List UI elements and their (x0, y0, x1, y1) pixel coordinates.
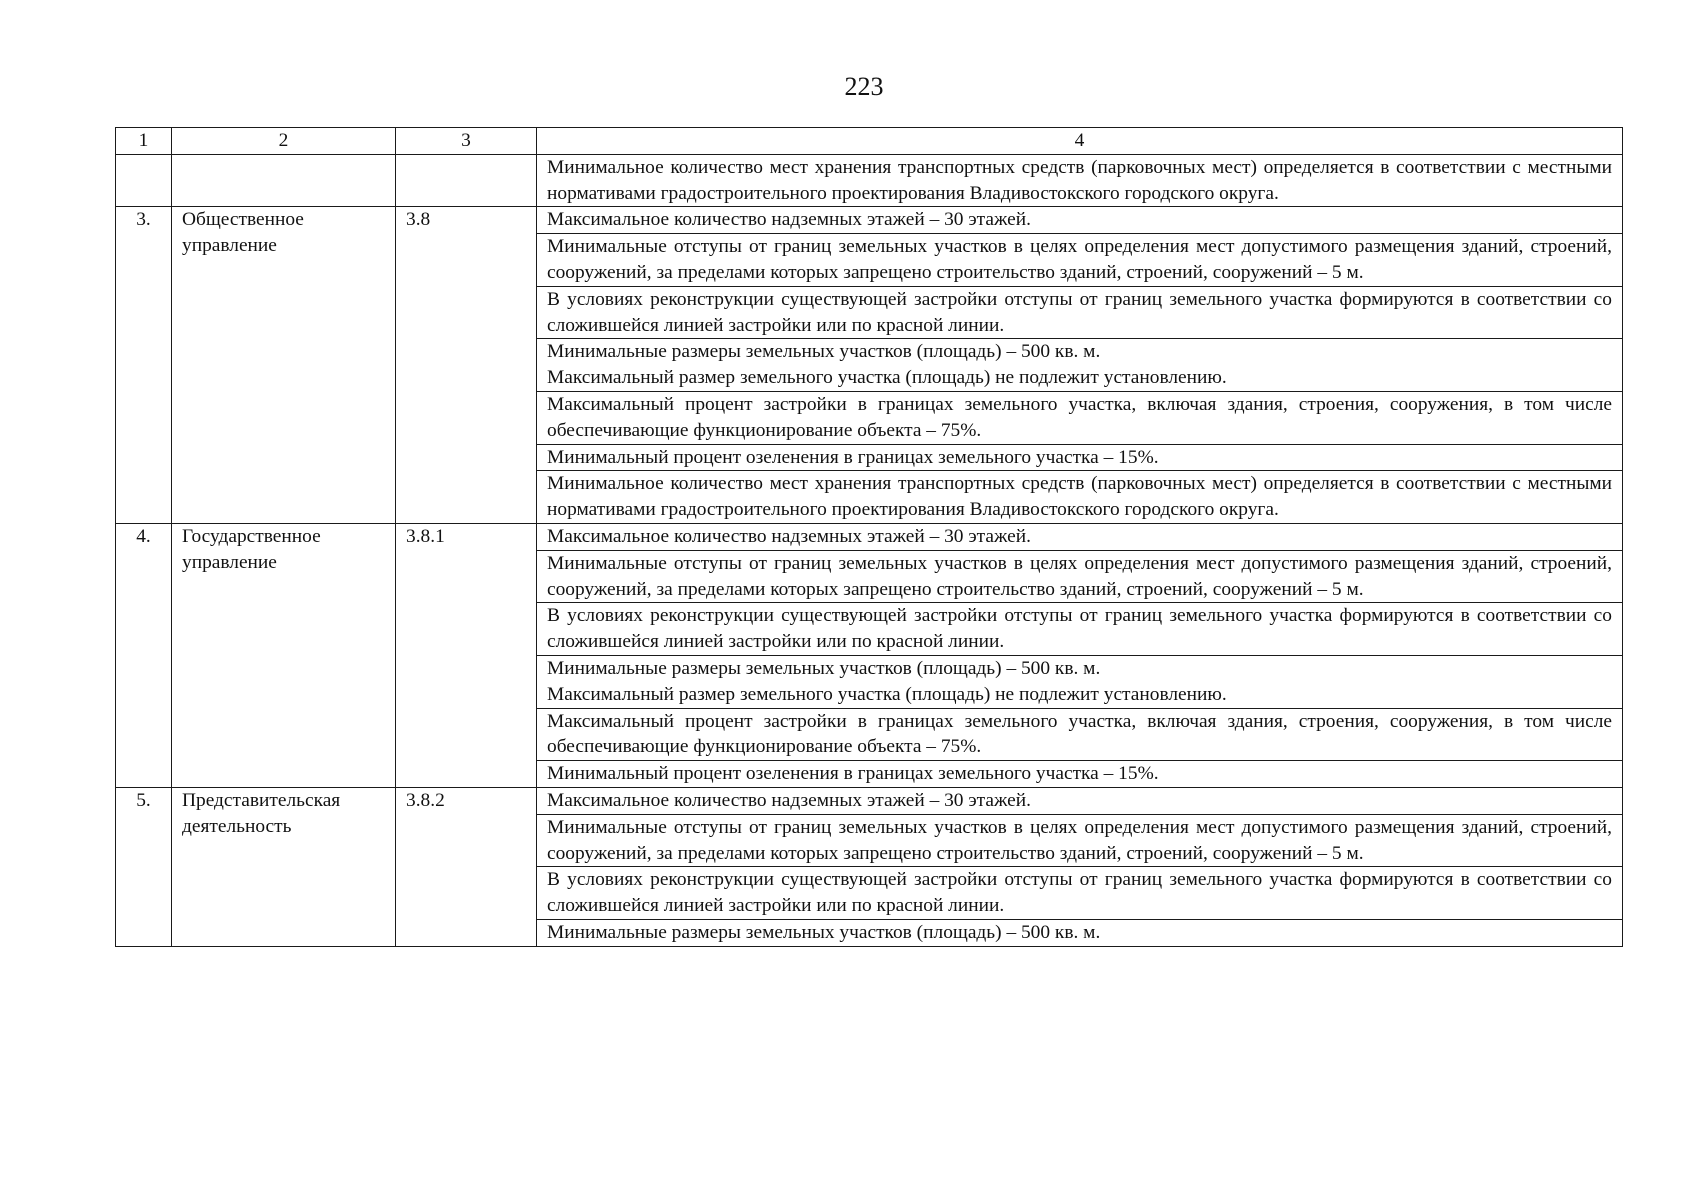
parameter-cell: Минимальный процент озеленения в границах земельного участка – 15%. (537, 444, 1623, 471)
land-use-name: Государственное управление (172, 523, 396, 787)
column-header: 1 (116, 128, 172, 155)
land-use-name: Представительская деятельность (172, 787, 396, 946)
parameter-cell: В условиях реконструкции существующей застройки отступы от границ земельного участка формируются в соответствии со сложившейся линией застройки или по красной линии. (537, 603, 1623, 656)
parameter-cell: Максимальное количество надземных этажей – 30 этажей. (537, 787, 1623, 814)
parameter-cell: Максимальное количество надземных этажей – 30 этажей. (537, 523, 1623, 550)
table-header-row (116, 128, 1623, 155)
parameter-cell: Максимальное количество надземных этажей – 30 этажей. (537, 207, 1623, 234)
row-number (116, 154, 172, 207)
parameter-cell: Минимальное количество мест хранения транспортных средств (парковочных мест) определяется в соответствии с местными нормативами градостроительного проектирования Владивостокского городского округа. (537, 471, 1623, 524)
table-row (116, 207, 1623, 234)
row-number: 3. (116, 207, 172, 524)
table-row (116, 523, 1623, 550)
parameter-cell: Минимальные размеры земельных участков (площадь) – 500 кв. м. Максимальный размер земельного участка (площадь) не подлежит установлению. (537, 339, 1623, 392)
row-number: 5. (116, 787, 172, 946)
land-use-code (396, 154, 537, 207)
land-use-name (172, 154, 396, 207)
land-use-code: 3.8.1 (396, 523, 537, 787)
parameter-cell: Минимальные отступы от границ земельных участков в целях определения мест допустимого размещения зданий, строений, сооружений, за пределами которых запрещено строительство зданий, строений, сооружений – 5 м. (537, 550, 1623, 603)
land-use-name: Общественное управление (172, 207, 396, 524)
regulations-table (115, 127, 1623, 947)
table-row (116, 154, 1623, 207)
parameter-cell: Минимальные размеры земельных участков (площадь) – 500 кв. м. Максимальный размер земельного участка (площадь) не подлежит установлению. (537, 655, 1623, 708)
table-body (116, 154, 1623, 946)
parameter-cell: В условиях реконструкции существующей застройки отступы от границ земельного участка формируются в соответствии со сложившейся линией застройки или по красной линии. (537, 286, 1623, 339)
parameter-cell: Максимальный процент застройки в границах земельного участка, включая здания, строения, сооружения, в том числе обеспечивающие функционирование объекта – 75%. (537, 391, 1623, 444)
page-number: 223 (844, 72, 884, 101)
parameter-cell: Минимальный процент озеленения в границах земельного участка – 15%. (537, 761, 1623, 788)
parameter-cell: Минимальные отступы от границ земельных участков в целях определения мест допустимого размещения зданий, строений, сооружений, за пределами которых запрещено строительство зданий, строений, сооружений – 5 м. (537, 234, 1623, 287)
row-number: 4. (116, 523, 172, 787)
parameter-cell: Минимальные отступы от границ земельных участков в целях определения мест допустимого размещения зданий, строений, сооружений, за пределами которых запрещено строительство зданий, строений, сооружений – 5 м. (537, 814, 1623, 867)
parameter-cell: В условиях реконструкции существующей застройки отступы от границ земельного участка формируются в соответствии со сложившейся линией застройки или по красной линии. (537, 867, 1623, 920)
parameter-cell: Минимальное количество мест хранения транспортных средств (парковочных мест) определяется в соответствии с местными нормативами градостроительного проектирования Владивостокского городского округа. (537, 154, 1623, 207)
column-header: 4 (537, 128, 1623, 155)
column-header: 3 (396, 128, 537, 155)
parameter-cell: Минимальные размеры земельных участков (площадь) – 500 кв. м. (537, 919, 1623, 946)
parameter-cell: Максимальный процент застройки в границах земельного участка, включая здания, строения, сооружения, в том числе обеспечивающие функционирование объекта – 75%. (537, 708, 1623, 761)
table-row (116, 787, 1623, 814)
column-header: 2 (172, 128, 396, 155)
land-use-code: 3.8 (396, 207, 537, 524)
land-use-code: 3.8.2 (396, 787, 537, 946)
